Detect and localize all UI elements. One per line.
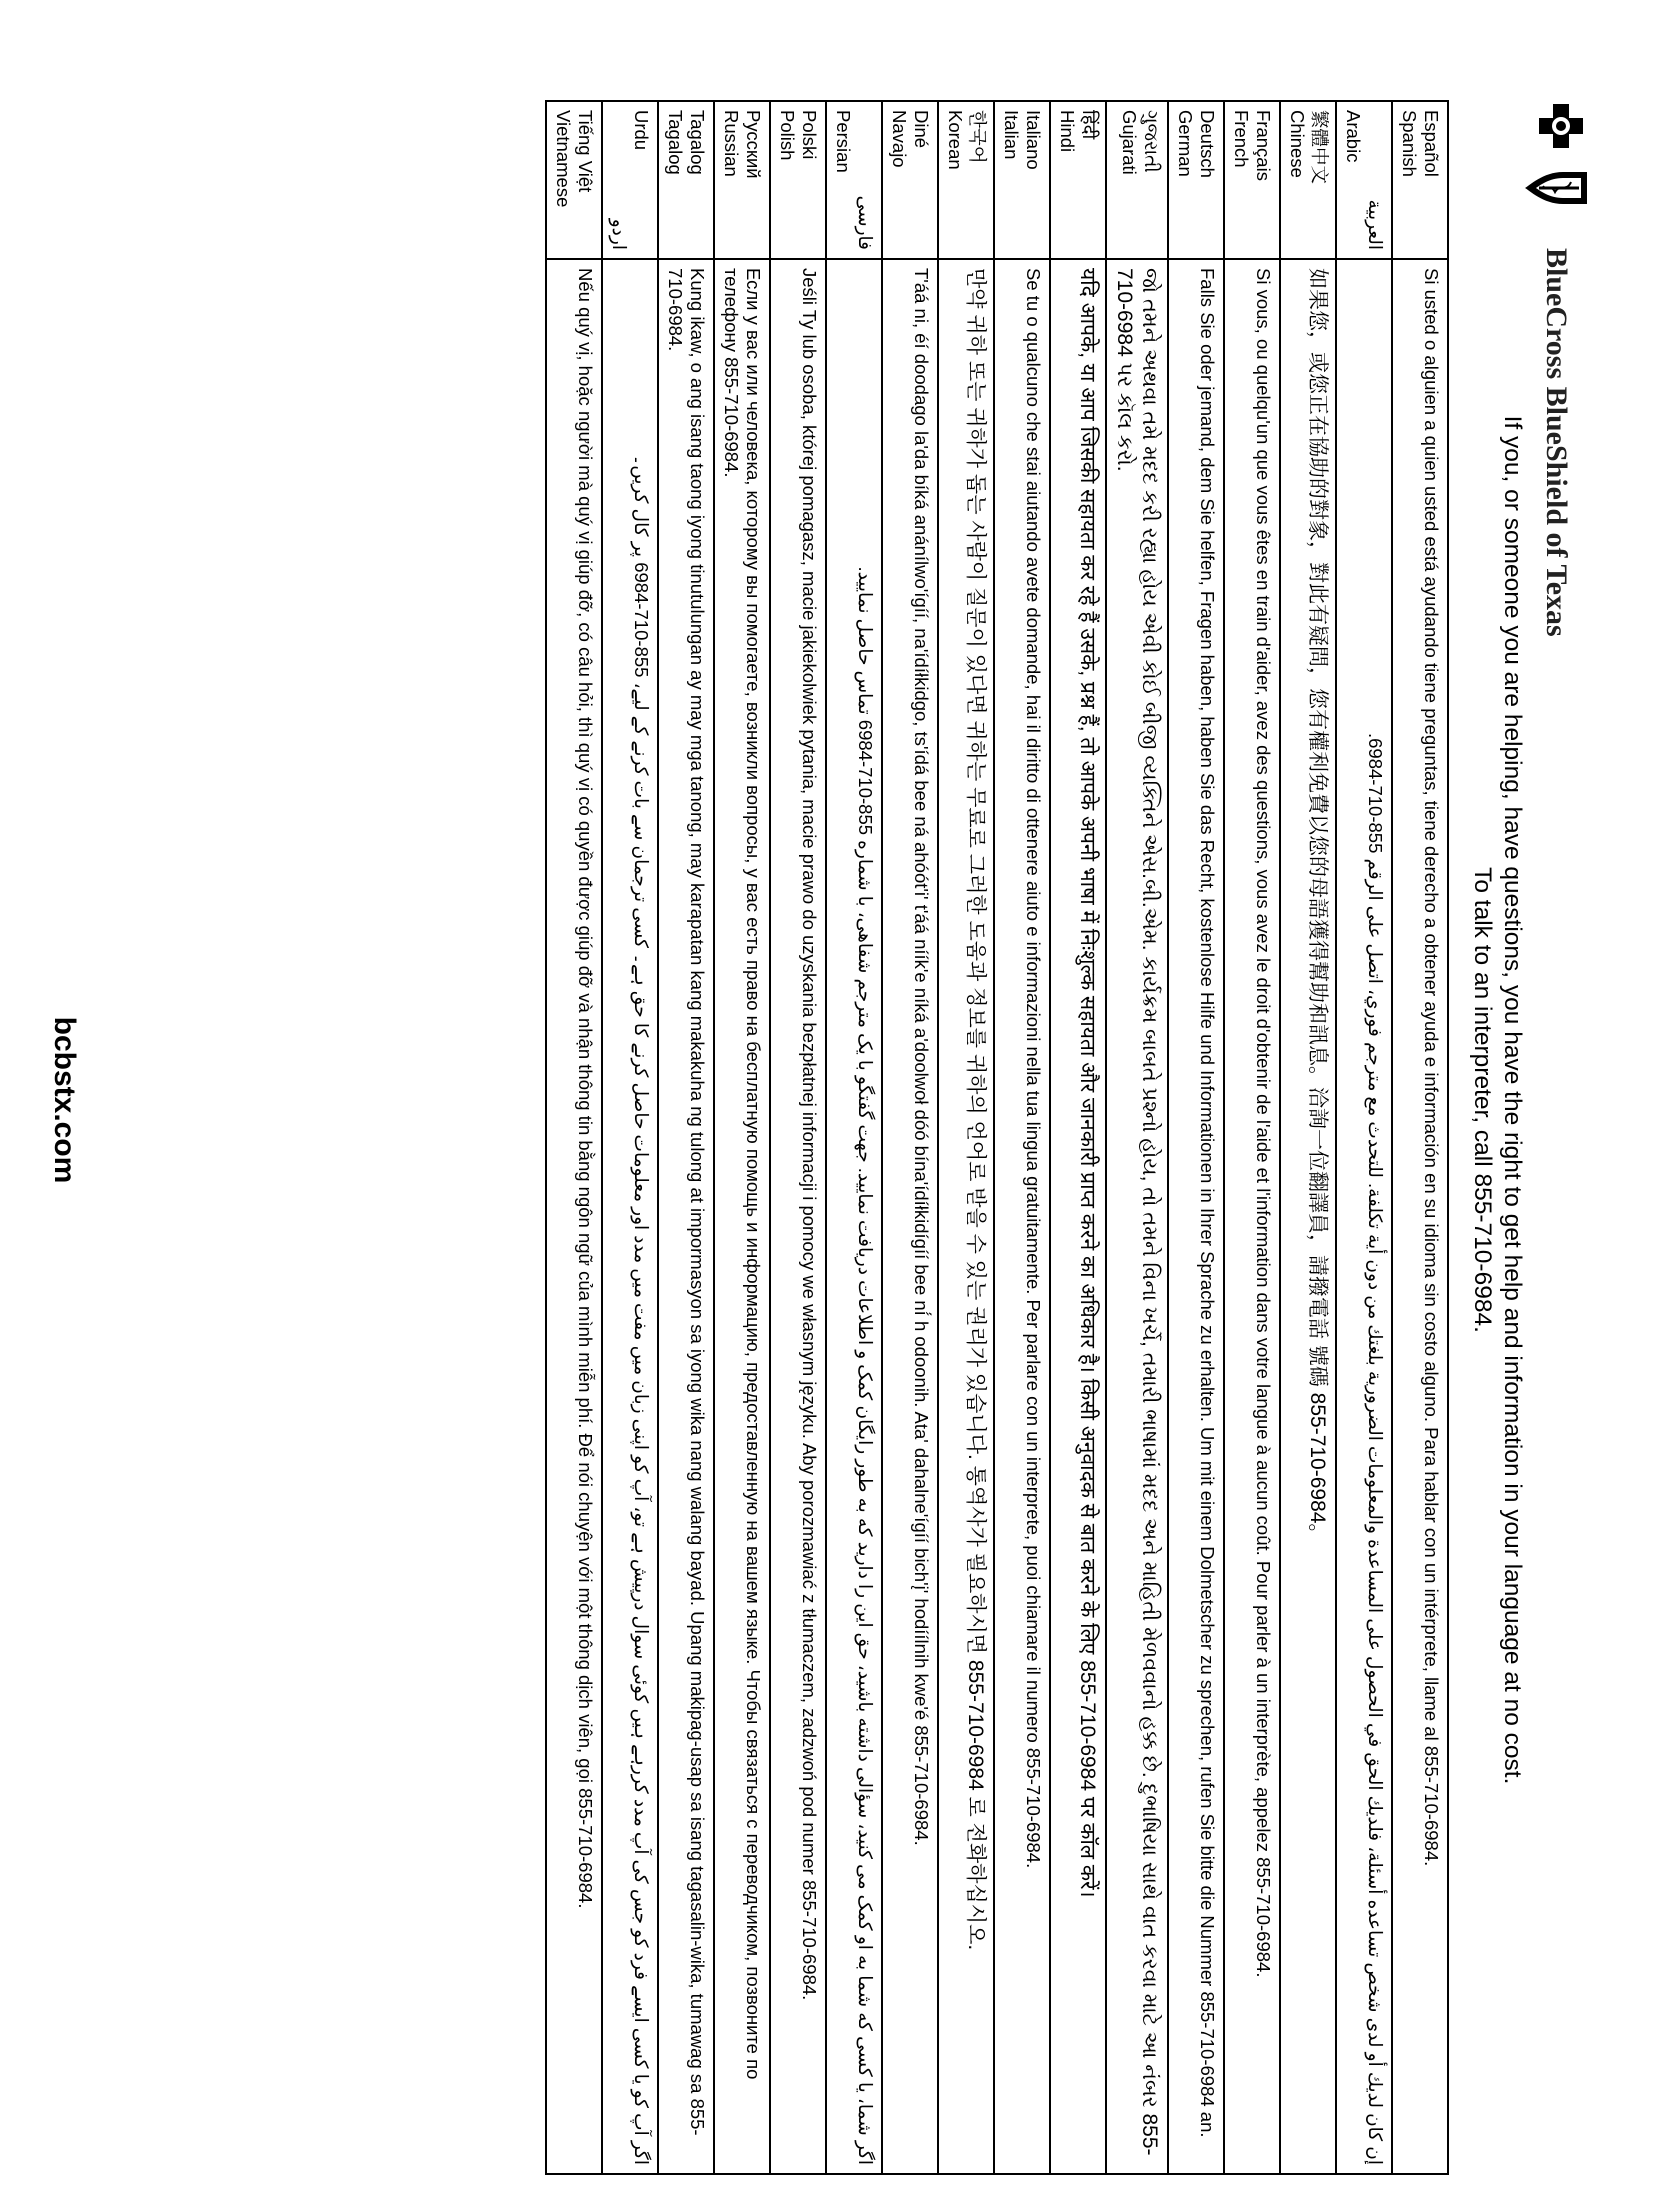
language-english-name: Vietnamese bbox=[553, 110, 574, 208]
language-message: Si vous, ou quelqu'un que vous êtes en train d'aider, avez des questions, vous avez le droit d'obtenir de l'aide et l'information dans votre langue à aucun coût. Pour parler à un interprète, appelez 855-710-6984. bbox=[1224, 259, 1280, 2174]
language-row bbox=[1224, 101, 1280, 2174]
language-row bbox=[994, 101, 1050, 2174]
language-english-name: Navajo bbox=[889, 110, 910, 168]
language-name-cell bbox=[546, 101, 602, 259]
language-native-name: ગુજરાતી bbox=[1141, 110, 1162, 173]
language-message: Falls Sie oder jemand, dem Sie helfen, Fragen haben, haben Sie das Recht, kostenlose Hilfe und Informationen in Ihrer Sprache zu erhalten. Um mit einem Dolmetscher zu sprechen, rufen Sie bitte die Nummer 855-710-6984 an. bbox=[1168, 259, 1224, 2174]
language-name-cell bbox=[1106, 101, 1168, 259]
language-message: 如果您，或您正在協助的對象，對此有疑問，您有權利免費以您的母語獲得幫助和訊息。洽詢一位翻譯員，請撥電話 號碼 855-710-6984。 bbox=[1280, 259, 1336, 2174]
language-message: Kung ikaw, o ang isang taong iyong tinutulungan ay may mga tanong, may karapatan kang makakuha ng tulong at impormasyon sa iyong wika nang walang bayad. Upang makipag-usap sa isang tagasalin-wika, tumawag sa 855-710-6984. bbox=[658, 259, 714, 2174]
language-name-cell bbox=[1336, 101, 1392, 259]
language-native-name: فارسی bbox=[855, 195, 876, 250]
language-native-name: Polski bbox=[799, 110, 820, 160]
language-row bbox=[1168, 101, 1224, 2174]
language-name-cell bbox=[882, 101, 938, 259]
language-native-name: Diné bbox=[911, 110, 932, 149]
language-message: T'áá ni, éí doodago la'da bíká anánílwo'ígíí, na'ídíłkidgo, ts'ídá bee ná ahóót'i' t'áá níík'e níká a'doolwoł dóó bína'ídíłkidígíí bee ní́ h odoonih. Ata' dahalne'ígíí bich'į' hodíílnih kwe'é 855-710-6984. bbox=[882, 259, 938, 2174]
website-link[interactable]: bcbstx.com bbox=[48, 1016, 81, 1184]
language-native-name: 繁體中文 bbox=[1309, 110, 1330, 185]
language-message: اگر شما، یا کسی که شما به او کمک می کنید، سؤالی داشته باشید، حق این را دارید که به طور رایگان کمک و اطلاعات دریافت نمایید. جهت گفتگو با یک مترجم شفاهی، با شماره 855-710-6984 تماس حاصل نمایید. bbox=[826, 259, 882, 2174]
language-english-name: Tagalog bbox=[665, 110, 686, 175]
language-row bbox=[602, 101, 658, 2174]
language-row bbox=[770, 101, 826, 2174]
language-name-cell bbox=[1280, 101, 1336, 259]
language-native-name: Tagalog bbox=[687, 110, 708, 175]
language-english-name: Russian bbox=[721, 110, 742, 177]
language-english-name: Spanish bbox=[1399, 110, 1420, 177]
language-name-cell bbox=[714, 101, 770, 259]
language-name-cell bbox=[826, 101, 882, 259]
language-english-name: Hindi bbox=[1057, 110, 1078, 153]
language-native-name: हिंदी bbox=[1079, 110, 1100, 140]
language-row bbox=[1106, 101, 1168, 2174]
language-name-cell bbox=[658, 101, 714, 259]
language-english-name: Polish bbox=[777, 110, 798, 161]
language-english-name: Persian bbox=[833, 110, 854, 173]
language-row bbox=[714, 101, 770, 2174]
language-assistance-table bbox=[545, 100, 1449, 2175]
language-native-name: العربية bbox=[1365, 199, 1386, 250]
language-native-name: Русский bbox=[743, 110, 764, 179]
language-message: 만약 귀하 또는 귀하가 돕는 사람이 질문이 있다면 귀하는 무료로 그러한 도움과 정보를 귀하의 언어로 받을 수 있는 권리가 있습니다. 통역사가 필요하시면 855-710-6984 로 전화하십시오. bbox=[938, 259, 994, 2174]
language-name-cell bbox=[770, 101, 826, 259]
language-name-cell bbox=[1224, 101, 1280, 259]
language-native-name: Français bbox=[1253, 110, 1274, 181]
language-row bbox=[882, 101, 938, 2174]
language-english-name: German bbox=[1175, 110, 1196, 177]
language-message: Se tu o qualcuno che stai aiutando avete domande, hai il diritto di ottenere aiuto e informazioni nella tua lingua gratuitamente. Per parlare con un interprete, puoi chiamare il numero 855-710-6984. bbox=[994, 259, 1050, 2174]
language-message: اگر آپ کو یا کسی ایسے فرد کو جس کی آپ مدد کررہے ہیں کوئی سوال درپیش ہے تو، آپ کو اپنی زبان میں مفت میں مدد اور معلومات حاصل کرنے کا حق ہے۔ کسی ترجمان سے بات کرنے کے لیے، 855-710-6984 پر کال کریں۔ bbox=[602, 259, 658, 2174]
language-row bbox=[1336, 101, 1392, 2174]
language-native-name: Tiếng Việt bbox=[575, 110, 596, 193]
language-row bbox=[1280, 101, 1336, 2174]
language-name-cell bbox=[938, 101, 994, 259]
language-english-name: Italian bbox=[1001, 110, 1022, 160]
language-native-name: Italiano bbox=[1023, 110, 1044, 170]
language-message: إن كان لديك أو لدى شخص تساعده أسئلة، فلديك الحق في الحصول على المساعدة والمعلومات الضرورية بلغتك من دون أية تكلفة. للتحدث مع مترجم فوري، اتصل على الرقم 855-710-6984. bbox=[1336, 259, 1392, 2174]
language-name-cell bbox=[994, 101, 1050, 259]
brand-name: BlueCross BlueShield of Texas bbox=[1540, 248, 1573, 637]
language-row bbox=[826, 101, 882, 2174]
language-native-name: Deutsch bbox=[1197, 110, 1218, 178]
language-message: Si usted o alguien a quien usted está ayudando tiene preguntas, tiene derecho a obtener ayuda e información en su idioma sin costo alguno. Para hablar con un intérprete, llame al 855-710-6984. bbox=[1392, 259, 1448, 2174]
language-row bbox=[658, 101, 714, 2174]
language-name-cell bbox=[1392, 101, 1448, 259]
language-english-name: Urdu bbox=[631, 110, 652, 151]
intro-line-1: If you, or someone you are helping, have questions, you have the right to get help and information in your language at no cost. bbox=[1499, 415, 1526, 1785]
language-english-name: Chinese bbox=[1287, 110, 1308, 178]
language-english-name: French bbox=[1231, 110, 1252, 168]
language-message: Jeśli Ty lub osoba, której pomagasz, macie jakiekolwiek pytania, macie prawo do uzyskania bezpłatnej informacji i pomocy we własnym języku. Aby porozmawiać z tłumaczem, zadzwoń pod numer 855-710-6984. bbox=[770, 259, 826, 2174]
language-message: Если у вас или человека, которому вы помогаете, возникли вопросы, у вас есть право на бесплатную помощь и информацию, предоставленную на вашем языке. Чтобы связаться с переводчиком, позвоните по телефону 855-710-6984. bbox=[714, 259, 770, 2174]
language-native-name: 한국어 bbox=[967, 110, 988, 164]
intro-notice bbox=[1467, 0, 1527, 2200]
language-english-name: Gujarati bbox=[1119, 110, 1140, 175]
language-message: Nếu quý vị, hoặc người mà quý vị giúp đỡ, có câu hỏi, thì quý vị có quyền được giúp đỡ và nhận thông tin bằng ngôn ngữ của mình miễn phí. Để nói chuyện với một thông dịch viên, gọi 855-710-6984. bbox=[546, 259, 602, 2174]
language-english-name: Arabic bbox=[1343, 110, 1364, 163]
language-english-name: Korean bbox=[945, 110, 966, 170]
language-name-cell bbox=[602, 101, 658, 259]
language-row bbox=[546, 101, 602, 2174]
intro-line-2: To talk to an interpreter, call 855-710-6984. bbox=[1469, 867, 1496, 1333]
language-row bbox=[938, 101, 994, 2174]
language-native-name: اردو bbox=[609, 218, 630, 250]
language-name-cell bbox=[1168, 101, 1224, 259]
language-name-cell bbox=[1050, 101, 1106, 259]
language-message: જો તમને અથવા તમે મદદ કરી રહ્યા હોય એવી કોઈ બીજી વ્યક્તિને એસ.બી.એમ. કાર્યક્રમ બાબતે પ્રશ્નો હોય, તો તમને વિના ખર્ચે, તમારી ભાષામાં મદદ અને માહિતી મેળવવાનો હક્ક છે. દુભાષિયા સાથે વાત કરવા માટે આ નંબર 855-710-6984 પર કૉલ કરો. bbox=[1106, 259, 1168, 2174]
language-message: यदि आपके, या आप जिसकी सहायता कर रहे हैं उसके, प्रश्न हैं, तो आपके अपनी भाषा में निःशुल्क सहायता और जानकारी प्राप्त करने का अधिकार है। किसी अनुवादक से बात करने के लिए 855-710-6984 पर कॉल करें। bbox=[1050, 259, 1106, 2174]
language-native-name: Español bbox=[1421, 110, 1442, 177]
language-row bbox=[1392, 101, 1448, 2174]
language-row bbox=[1050, 101, 1106, 2174]
